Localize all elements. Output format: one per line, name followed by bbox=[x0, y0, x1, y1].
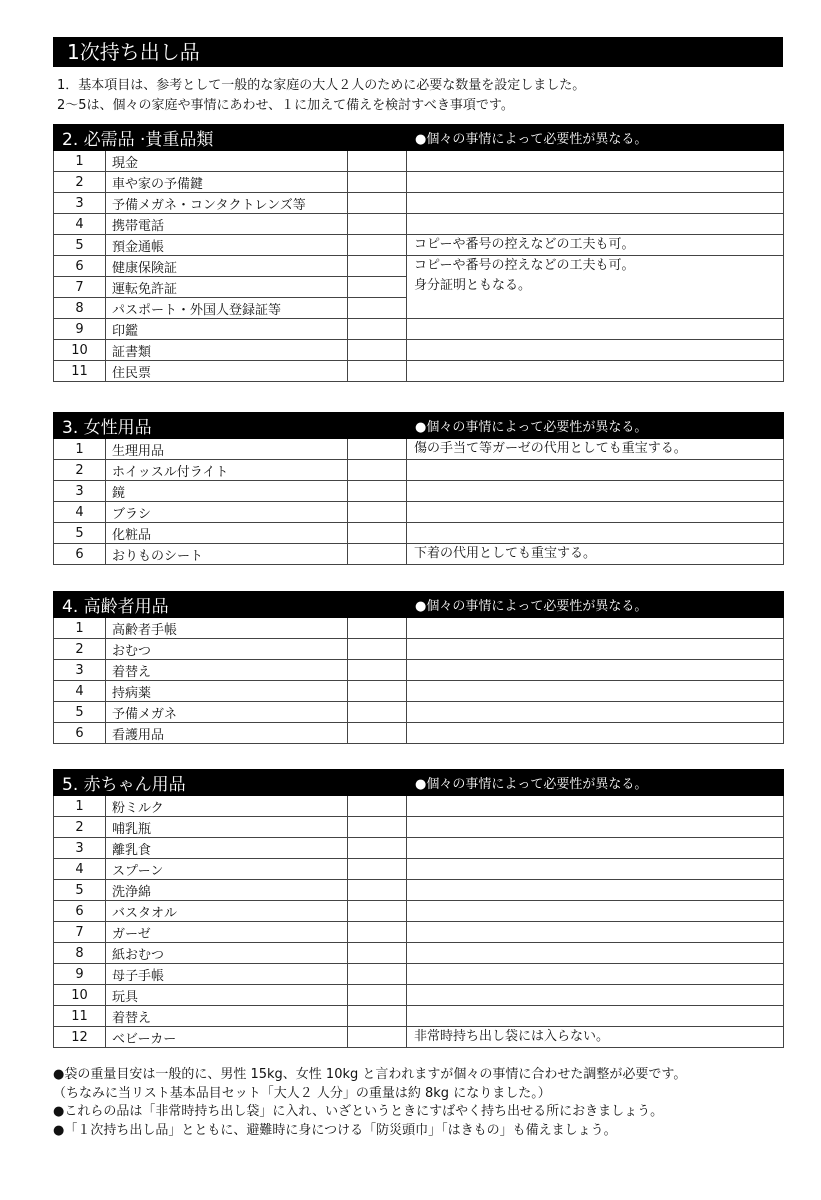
quantity-cell[interactable] bbox=[348, 319, 407, 340]
item-name: 運転免許証 bbox=[106, 277, 348, 298]
item-note bbox=[407, 439, 784, 460]
item-name: スプーン bbox=[106, 859, 348, 880]
quantity-cell[interactable] bbox=[348, 214, 407, 235]
quantity-cell[interactable] bbox=[348, 901, 407, 922]
quantity-cell[interactable] bbox=[348, 985, 407, 1006]
item-name: 着替え bbox=[106, 1006, 348, 1027]
item-note bbox=[407, 523, 784, 544]
table-row bbox=[54, 985, 784, 1006]
section-table-essentials bbox=[53, 124, 784, 382]
item-note bbox=[407, 256, 784, 319]
item-note-line: 下着の代用としても重宝する。 bbox=[414, 546, 597, 561]
item-number: 2 bbox=[54, 460, 106, 481]
item-number: 6 bbox=[54, 901, 106, 922]
footer-note-line: （ちなみに当リスト基本品目セット「大人２ 人分」の重量は約 8kg になりました。） bbox=[53, 1085, 551, 1101]
item-name: 証書類 bbox=[106, 340, 348, 361]
item-note bbox=[407, 985, 784, 1006]
quantity-cell[interactable] bbox=[348, 193, 407, 214]
item-name: 着替え bbox=[106, 660, 348, 681]
table-row bbox=[54, 660, 784, 681]
item-note bbox=[407, 193, 784, 214]
item-note bbox=[407, 964, 784, 985]
section-header-row bbox=[54, 770, 784, 796]
item-name: 印鑑 bbox=[106, 319, 348, 340]
section-note-header: ●個々の事情によって必要性が異なる。 bbox=[407, 413, 784, 439]
section-header-row bbox=[54, 125, 784, 151]
item-name: ブラシ bbox=[106, 502, 348, 523]
item-note bbox=[407, 544, 784, 565]
table-row bbox=[54, 702, 784, 723]
item-note bbox=[407, 481, 784, 502]
quantity-cell[interactable] bbox=[348, 943, 407, 964]
quantity-cell[interactable] bbox=[348, 838, 407, 859]
item-name: 紙おむつ bbox=[106, 943, 348, 964]
section-title: 5. 赤ちゃん用品 bbox=[54, 770, 407, 796]
item-number: 11 bbox=[54, 1006, 106, 1027]
quantity-cell[interactable] bbox=[348, 277, 407, 298]
item-note bbox=[407, 151, 784, 172]
quantity-cell[interactable] bbox=[348, 235, 407, 256]
table-row bbox=[54, 639, 784, 660]
quantity-cell[interactable] bbox=[348, 256, 407, 277]
table-row bbox=[54, 796, 784, 817]
table-row bbox=[54, 838, 784, 859]
item-note bbox=[407, 660, 784, 681]
table-row bbox=[54, 943, 784, 964]
table-row bbox=[54, 319, 784, 340]
item-number: 9 bbox=[54, 319, 106, 340]
section-title: 3. 女性用品 bbox=[54, 413, 407, 439]
item-name: パスポート・外国人登録証等 bbox=[106, 298, 348, 319]
item-note-line: コピーや番号の控えなどの工夫も可。 bbox=[414, 258, 635, 273]
quantity-cell[interactable] bbox=[348, 460, 407, 481]
item-note-line: 非常時持ち出し袋には入らない。 bbox=[414, 1029, 610, 1044]
item-note bbox=[407, 1006, 784, 1027]
table-row bbox=[54, 214, 784, 235]
item-name: 健康保険証 bbox=[106, 256, 348, 277]
item-number: 3 bbox=[54, 193, 106, 214]
item-note bbox=[407, 681, 784, 702]
quantity-cell[interactable] bbox=[348, 340, 407, 361]
footer-note-line: ●「１次持ち出し品」とともに、避難時に身につける「防災頭巾」「はきもの」も備えましょう。 bbox=[53, 1122, 617, 1138]
section-note-header: ●個々の事情によって必要性が異なる。 bbox=[407, 770, 784, 796]
table-row bbox=[54, 193, 784, 214]
quantity-cell[interactable] bbox=[348, 298, 407, 319]
table-row bbox=[54, 723, 784, 744]
item-number: 6 bbox=[54, 723, 106, 744]
item-note bbox=[407, 361, 784, 382]
item-name: 車や家の予備鍵 bbox=[106, 172, 348, 193]
table-row bbox=[54, 880, 784, 901]
item-number: 5 bbox=[54, 702, 106, 723]
item-number: 6 bbox=[54, 256, 106, 277]
item-note bbox=[407, 214, 784, 235]
table-row bbox=[54, 361, 784, 382]
item-note bbox=[407, 817, 784, 838]
item-note bbox=[407, 319, 784, 340]
item-name: 玩具 bbox=[106, 985, 348, 1006]
section-title: 4. 高齢者用品 bbox=[54, 592, 407, 618]
item-note bbox=[407, 172, 784, 193]
item-note-line: 傷の手当て等ガーゼの代用としても重宝する。 bbox=[414, 441, 687, 456]
item-note bbox=[407, 859, 784, 880]
quantity-cell[interactable] bbox=[348, 439, 407, 460]
item-name: 予備メガネ bbox=[106, 702, 348, 723]
item-note bbox=[407, 880, 784, 901]
table-row bbox=[54, 922, 784, 943]
item-name: 携帯電話 bbox=[106, 214, 348, 235]
quantity-cell[interactable] bbox=[348, 796, 407, 817]
item-number: 4 bbox=[54, 214, 106, 235]
item-name: 預金通帳 bbox=[106, 235, 348, 256]
item-number: 8 bbox=[54, 943, 106, 964]
item-number: 11 bbox=[54, 361, 106, 382]
table-row bbox=[54, 460, 784, 481]
section-header-row bbox=[54, 592, 784, 618]
item-name: 粉ミルク bbox=[106, 796, 348, 817]
quantity-cell[interactable] bbox=[348, 502, 407, 523]
item-name: 住民票 bbox=[106, 361, 348, 382]
item-name: 生理用品 bbox=[106, 439, 348, 460]
item-number: 1 bbox=[54, 151, 106, 172]
item-number: 2 bbox=[54, 172, 106, 193]
item-name: 離乳食 bbox=[106, 838, 348, 859]
item-number: 3 bbox=[54, 660, 106, 681]
section-header-row bbox=[54, 413, 784, 439]
item-note-line: 身分証明ともなる。 bbox=[414, 278, 532, 293]
item-number: 12 bbox=[54, 1027, 106, 1048]
item-number: 9 bbox=[54, 964, 106, 985]
item-note bbox=[407, 922, 784, 943]
quantity-cell[interactable] bbox=[348, 361, 407, 382]
footer-note-line: ●袋の重量目安は一般的に、男性 15kg、女性 10kg と言われますが個々の事情に合わせた調整が必要です。 bbox=[53, 1067, 687, 1082]
quantity-cell[interactable] bbox=[348, 639, 407, 660]
page-title: 1次持ち出し品 bbox=[53, 37, 783, 67]
section-table-baby bbox=[53, 769, 784, 1048]
item-number: 10 bbox=[54, 985, 106, 1006]
footer-notes bbox=[53, 1066, 793, 1140]
quantity-cell[interactable] bbox=[348, 723, 407, 744]
item-name: ホイッスル付ライト bbox=[106, 460, 348, 481]
item-name: ベビーカー bbox=[106, 1027, 348, 1048]
item-name: 哺乳瓶 bbox=[106, 817, 348, 838]
item-name: 高齢者手帳 bbox=[106, 618, 348, 639]
item-note bbox=[407, 796, 784, 817]
intro-text bbox=[57, 76, 787, 116]
quantity-cell[interactable] bbox=[348, 523, 407, 544]
section-note-header: ●個々の事情によって必要性が異なる。 bbox=[407, 592, 784, 618]
table-row bbox=[54, 681, 784, 702]
item-number: 4 bbox=[54, 859, 106, 880]
table-row bbox=[54, 172, 784, 193]
item-number: 7 bbox=[54, 922, 106, 943]
quantity-cell[interactable] bbox=[348, 172, 407, 193]
quantity-cell[interactable] bbox=[348, 618, 407, 639]
item-number: 4 bbox=[54, 502, 106, 523]
item-name: バスタオル bbox=[106, 901, 348, 922]
table-row bbox=[54, 1006, 784, 1027]
item-number: 7 bbox=[54, 277, 106, 298]
item-number: 1 bbox=[54, 618, 106, 639]
item-number: 1 bbox=[54, 796, 106, 817]
item-name: 鏡 bbox=[106, 481, 348, 502]
quantity-cell[interactable] bbox=[348, 817, 407, 838]
quantity-cell[interactable] bbox=[348, 1006, 407, 1027]
table-row bbox=[54, 817, 784, 838]
item-number: 5 bbox=[54, 235, 106, 256]
table-row bbox=[54, 1027, 784, 1048]
item-number: 5 bbox=[54, 523, 106, 544]
item-note bbox=[407, 618, 784, 639]
item-note bbox=[407, 340, 784, 361]
table-row bbox=[54, 523, 784, 544]
table-row bbox=[54, 151, 784, 172]
quantity-cell[interactable] bbox=[348, 702, 407, 723]
item-number: 3 bbox=[54, 838, 106, 859]
section-table-women bbox=[53, 412, 784, 565]
item-number: 8 bbox=[54, 298, 106, 319]
item-number: 5 bbox=[54, 880, 106, 901]
quantity-cell[interactable] bbox=[348, 151, 407, 172]
item-note bbox=[407, 1027, 784, 1048]
item-number: 2 bbox=[54, 817, 106, 838]
table-row bbox=[54, 235, 784, 256]
item-number: 2 bbox=[54, 639, 106, 660]
quantity-cell[interactable] bbox=[348, 922, 407, 943]
item-note-line: コピーや番号の控えなどの工夫も可。 bbox=[414, 237, 635, 252]
item-note bbox=[407, 901, 784, 922]
item-note bbox=[407, 502, 784, 523]
item-number: 1 bbox=[54, 439, 106, 460]
item-name: 洗浄綿 bbox=[106, 880, 348, 901]
intro-line: 1．基本項目は、参考として一般的な家庭の大人２人のために必要な数量を設定しました。 bbox=[57, 78, 586, 93]
item-number: 10 bbox=[54, 340, 106, 361]
quantity-cell[interactable] bbox=[348, 681, 407, 702]
item-note bbox=[407, 943, 784, 964]
quantity-cell[interactable] bbox=[348, 880, 407, 901]
item-note bbox=[407, 639, 784, 660]
table-row bbox=[54, 544, 784, 565]
quantity-cell[interactable] bbox=[348, 481, 407, 502]
item-name: 現金 bbox=[106, 151, 348, 172]
item-name: 持病薬 bbox=[106, 681, 348, 702]
quantity-cell[interactable] bbox=[348, 859, 407, 880]
item-note bbox=[407, 235, 784, 256]
item-number: 3 bbox=[54, 481, 106, 502]
table-row bbox=[54, 964, 784, 985]
item-name: 化粧品 bbox=[106, 523, 348, 544]
table-row bbox=[54, 859, 784, 880]
table-row bbox=[54, 502, 784, 523]
item-name: ガーゼ bbox=[106, 922, 348, 943]
table-row bbox=[54, 481, 784, 502]
table-row bbox=[54, 618, 784, 639]
section-note-header: ●個々の事情によって必要性が異なる。 bbox=[407, 125, 784, 151]
table-row bbox=[54, 256, 784, 277]
item-name: 母子手帳 bbox=[106, 964, 348, 985]
quantity-cell[interactable] bbox=[348, 660, 407, 681]
section-table-elderly bbox=[53, 591, 784, 744]
section-title: 2. 必需品 ·貴重品類 bbox=[54, 125, 407, 151]
table-row bbox=[54, 340, 784, 361]
item-note bbox=[407, 702, 784, 723]
item-name: 看護用品 bbox=[106, 723, 348, 744]
item-number: 4 bbox=[54, 681, 106, 702]
quantity-cell[interactable] bbox=[348, 544, 407, 565]
item-number: 6 bbox=[54, 544, 106, 565]
quantity-cell[interactable] bbox=[348, 964, 407, 985]
intro-line: 2～5は、個々の家庭や事情にあわせ、１に加えて備えを検討すべき事項です。 bbox=[57, 98, 514, 113]
table-row bbox=[54, 439, 784, 460]
table-row bbox=[54, 901, 784, 922]
item-name: おむつ bbox=[106, 639, 348, 660]
item-name: 予備メガネ・コンタクトレンズ等 bbox=[106, 193, 348, 214]
item-note bbox=[407, 460, 784, 481]
quantity-cell[interactable] bbox=[348, 1027, 407, 1048]
item-name: おりものシート bbox=[106, 544, 348, 565]
footer-note-line: ●これらの品は「非常時持ち出し袋」に入れ、いざというときにすばやく持ち出せる所におきましょう。 bbox=[53, 1104, 664, 1119]
item-note bbox=[407, 723, 784, 744]
item-note bbox=[407, 838, 784, 859]
